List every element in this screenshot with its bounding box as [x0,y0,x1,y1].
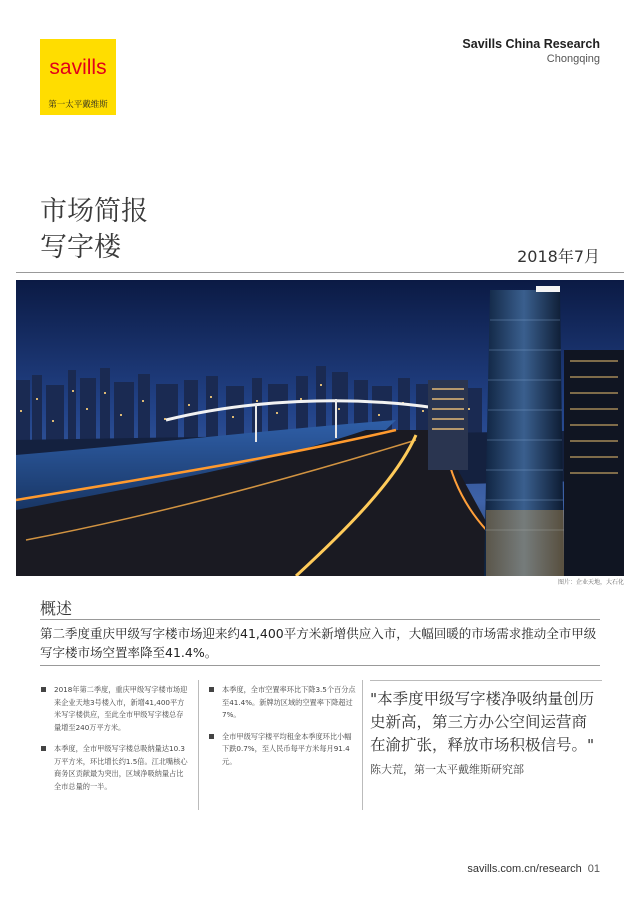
divider [40,665,600,666]
column-divider [198,680,199,810]
page-number: 01 [587,863,600,875]
bullet-column-1 [40,684,190,802]
report-title-line1: 市场简报 [40,196,148,227]
divider [16,272,624,273]
bullet-text: 本季度，全市甲级写字楼总吸纳量达10.3万平方米，环比增长约1.5倍。江北嘴核心商务区贡献最为突出，区域净吸纳量占比全市总量的一半。 [54,744,188,791]
overview-heading: 概述 [40,599,73,618]
bullet-square-icon [41,687,46,692]
header-city: Chongqing [546,53,600,65]
bullet-text: 全市甲级写字楼平均租金本季度环比小幅下跌0.7%，至人民币每平方米每月91.4元。 [222,731,352,766]
quote-text: "本季度甲级写字楼净吸纳量创历史新高，第三方办公空间运营商在渝扩张，释放市场积极信号。" [370,690,595,754]
bullet-square-icon [41,746,46,751]
savills-logo [40,39,116,115]
bullet-square-icon [209,687,214,692]
bullet-column-2 [208,684,358,777]
bullet-square-icon [209,734,214,739]
bullet-text: 2018年第二季度，重庆甲级写字楼市场迎来企业天地3号楼入市，新增41,400平方米写字楼供应，至此全市甲级写字楼总存量增至240万平方米。 [54,685,188,732]
quote-attribution: 陈大荒，第一太平戴维斯研究部 [370,763,524,776]
report-date: 2018年7月 [517,247,600,266]
bullet-item [208,731,358,769]
cover-photo [16,280,624,576]
bullet-text: 本季度，全市空置率环比下降3.5个百分点至41.4%。新牌坊区域的空置率下降超过7%。 [222,685,356,719]
bullet-item [208,684,358,722]
logo-subtitle: 第一太平戴维斯 [48,100,108,110]
bullet-item [40,743,190,793]
footer-url[interactable]: savills.com.cn/research [467,863,582,875]
column-divider [362,680,363,810]
bullet-item [40,684,190,734]
logo-wordmark: savills [49,56,107,79]
overview-summary: 第二季度重庆甲级写字楼市场迎来约41,400平方米新增供应入市，大幅回暖的市场需求推动全市甲级写字楼市场空置率降至41.4%。 [40,626,597,660]
footer [467,863,600,875]
header-title: Savills China Research [462,37,600,51]
report-title-line2: 写字楼 [40,232,121,263]
pull-quote [370,688,602,781]
photo-credit: 图片：企业天地，大石化 [557,579,624,586]
divider [40,619,600,620]
quote-rule [370,680,602,681]
